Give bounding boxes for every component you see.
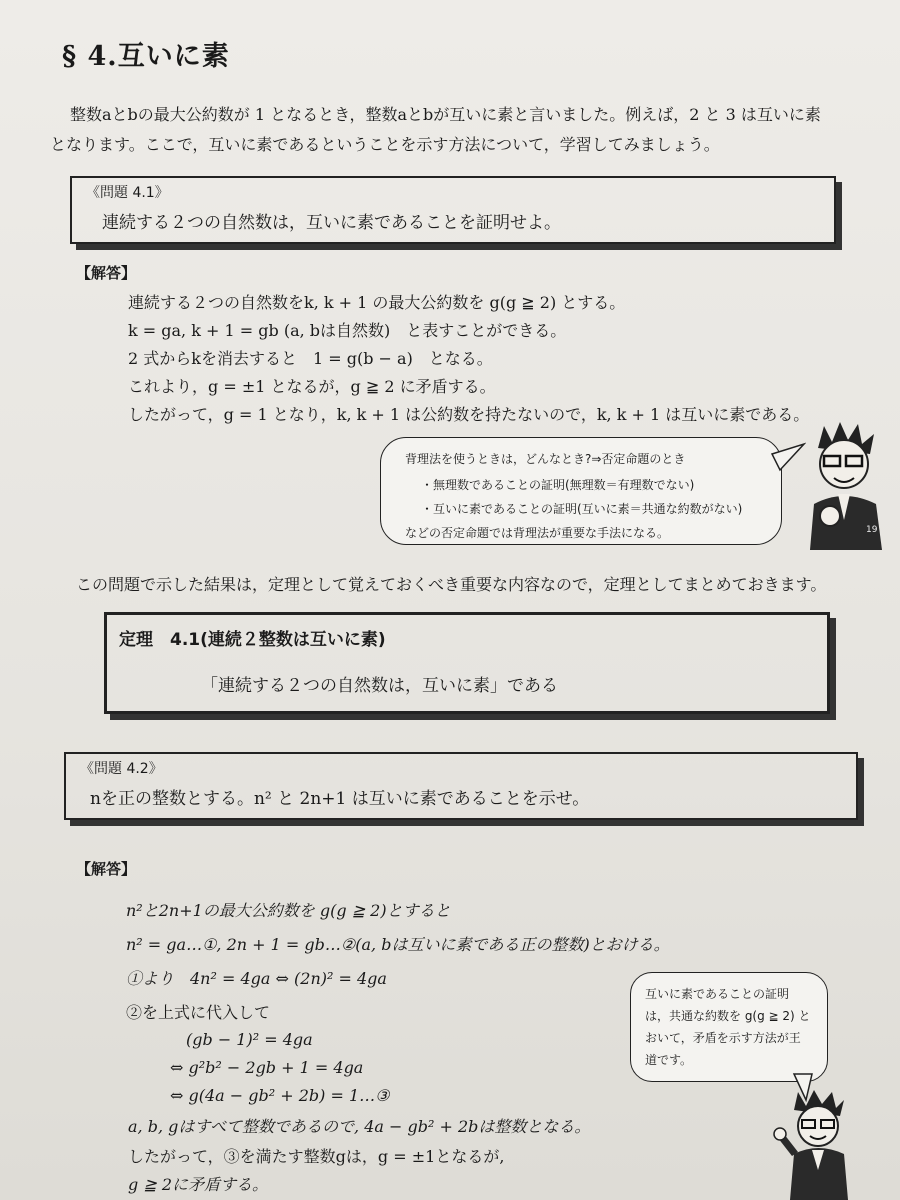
problem-4-2-label: 《問題 4.2》 xyxy=(80,761,163,777)
section-title: § 4.互いに素 xyxy=(62,41,230,72)
answer-2-line-2: n² = ga…①, 2n + 1 = gb…②(a, bは互いに素である正の整数)とおける。 xyxy=(126,935,670,954)
answer-2-line-6: ⇔ g²b² − 2gb + 1 = 4ga xyxy=(170,1058,364,1077)
theorem-box xyxy=(104,612,830,714)
answer-2-line-5: (gb − 1)² = 4ga xyxy=(186,1030,313,1049)
bubble-1-line-1: 背理法を使うときは，どんなとき?⇒否定命題のとき xyxy=(405,452,686,466)
intro-line-2: となります。ここで，互いに素であるということを示す方法について，学習してみましょう。 xyxy=(50,135,720,154)
answer-2-label: 【解答】 xyxy=(76,860,137,878)
bubble-1-line-4: などの否定命題では背理法が重要な手法になる。 xyxy=(405,526,670,540)
bubble-2-line-2: は，共通な約数を g(g ≧ 2) と xyxy=(645,1009,811,1023)
answer-2-line-1: n²と2n+1の最大公約数を g(g ≧ 2)とすると xyxy=(126,901,451,920)
bubble-1-line-2: ・無理数であることの証明(無理数＝有理数でない) xyxy=(421,478,695,492)
speech-bubble-1 xyxy=(380,437,782,545)
problem-4-1-text: 連続する２つの自然数は，互いに素であることを証明せよ。 xyxy=(102,213,561,233)
speech-bubble-2 xyxy=(630,972,828,1082)
bubble-1-line-3: ・互いに素であることの証明(互いに素＝共通な約数がない) xyxy=(421,502,743,516)
problem-4-1-label: 《問題 4.1》 xyxy=(86,185,169,201)
answer-2-line-8: a, b, gはすべて整数であるので, 4a − gb² + 2bは整数となる。 xyxy=(128,1117,591,1136)
bubble-2-line-4: 道です。 xyxy=(645,1053,693,1067)
bubble-2-line-1: 互いに素であることの証明 xyxy=(645,987,790,1001)
answer-2-line-3: ①より 4n² = 4ga ⇔ (2n)² = 4ga xyxy=(126,969,387,988)
teacher-mascot-2-icon xyxy=(772,1090,864,1200)
answer-2-line-9: したがって，③を満たす整数gは，g = ±1となるが, xyxy=(128,1147,505,1166)
answer-2-line-10: g ≧ 2に矛盾する。 xyxy=(128,1175,269,1194)
intro-line-1: 整数aとbの最大公約数が 1 となるとき，整数aとbが互いに素と言いました。例えば，2 と 3 は互いに素 xyxy=(70,105,821,124)
problem-4-2-box xyxy=(64,752,858,820)
problem-4-2-text: nを正の整数とする。n² と 2n+1 は互いに素であることを示せ。 xyxy=(90,789,590,809)
answer-1-line-2: k = ga, k + 1 = gb (a, bは自然数) と表すことができる。 xyxy=(128,321,567,340)
answer-1-line-5: したがって，g = 1 となり，k, k + 1 は公約数を持たないので，k, k + 1 は互いに素である。 xyxy=(128,405,810,424)
bubble-2-line-3: おいて，矛盾を示す方法が王 xyxy=(645,1031,801,1045)
mascot-badge: 19 xyxy=(866,525,878,535)
theorem-title: 定理 4.1(連続２整数は互いに素) xyxy=(119,630,386,650)
answer-1-line-1: 連続する２つの自然数をk, k + 1 の最大公約数を g(g ≧ 2) とする。 xyxy=(128,293,626,312)
teacher-mascot-icon xyxy=(800,420,890,550)
answer-2-line-7: ⇔ g(4a − gb² + 2b) = 1…③ xyxy=(170,1086,390,1105)
theorem-text: 「連続する２つの自然数は，互いに素」である xyxy=(201,676,558,696)
answer-1-line-3: 2 式からkを消去すると 1 = g(b − a) となる。 xyxy=(128,349,493,368)
answer-1-line-4: これより，g = ±1 となるが，g ≧ 2 に矛盾する。 xyxy=(128,377,496,396)
answer-2-line-4: ②を上式に代入して xyxy=(126,1003,271,1022)
problem-4-1-box xyxy=(70,176,836,244)
transition-text: この問題で示した結果は，定理として覚えておくべき重要な内容なので，定理としてまとめておきます。 xyxy=(76,575,827,594)
answer-1-label: 【解答】 xyxy=(76,264,137,282)
